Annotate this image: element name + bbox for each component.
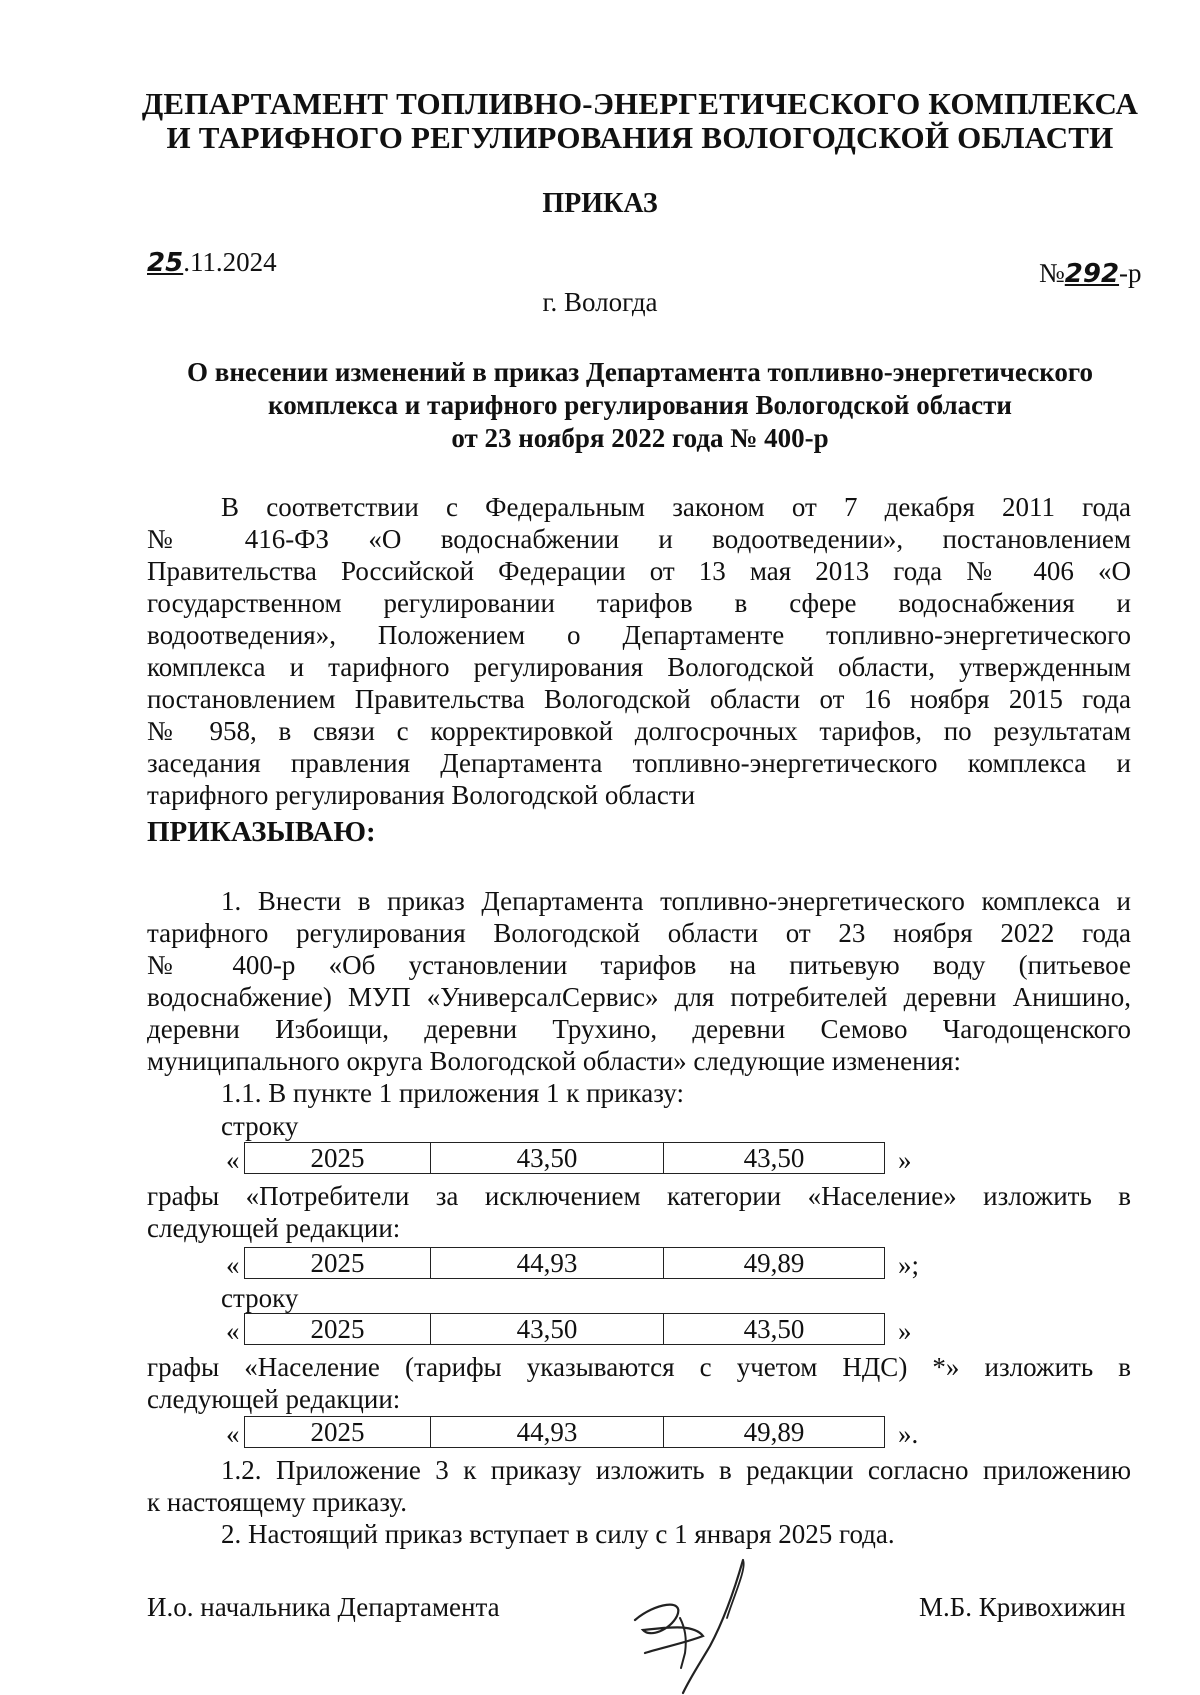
signatory-name: М.Б. Кривохижин xyxy=(919,1592,1126,1622)
department-title-line1: ДЕПАРТАМЕНТ ТОПЛИВНО-ЭНЕРГЕТИЧЕСКОГО КОМПЛЕКСА xyxy=(141,86,1139,121)
order-number: №292-р xyxy=(1039,258,1142,289)
item1-line: тарифного регулирования Вологодской области от 23 ноября 2022 года xyxy=(147,918,1131,948)
value-cell: 43,50 xyxy=(664,1143,885,1174)
order-date xyxy=(147,247,277,278)
tariff-row-table xyxy=(244,1142,885,1174)
signatory-position: И.о. начальника Департамента xyxy=(147,1592,500,1622)
word-stroku: строку xyxy=(221,1111,299,1141)
date-month-year: .11.2024 xyxy=(183,247,277,277)
value-cell: 43,50 xyxy=(431,1314,664,1345)
preamble-line: заседания правления Департамента топливно-энергетического комплекса и xyxy=(147,748,1131,778)
handwritten-day: 25 xyxy=(147,248,184,278)
city: г. Вологда xyxy=(542,287,658,317)
graph2-line1: графы «Население (тарифы указываются с учетом НДС) *» изложить в xyxy=(147,1352,1131,1382)
quote-open: « xyxy=(226,1250,240,1280)
quote-open: « xyxy=(226,1419,240,1449)
quote-close: ». xyxy=(898,1419,919,1449)
preamble-line: постановлением Правительства Вологодской области от 16 ноября 2015 года xyxy=(147,684,1131,714)
graph1-line2: следующей редакции: xyxy=(147,1213,401,1243)
preamble-line: водоотведения», Положением о Департаменте топливно-энергетического xyxy=(147,620,1131,650)
year-cell: 2025 xyxy=(245,1143,431,1174)
year-cell: 2025 xyxy=(245,1417,431,1448)
value-cell: 43,50 xyxy=(431,1143,664,1174)
quote-close: »; xyxy=(898,1250,920,1280)
value-cell: 43,50 xyxy=(664,1314,885,1345)
word-stroku: строку xyxy=(221,1283,299,1313)
value-cell: 49,89 xyxy=(664,1248,885,1279)
year-cell: 2025 xyxy=(245,1314,431,1345)
item2-line: 2. Настоящий приказ вступает в силу с 1 января 2025 года. xyxy=(221,1519,895,1549)
tariff-row-table xyxy=(244,1247,885,1279)
preamble-line: № 416-ФЗ «О водоснабжении и водоотведении», постановлением xyxy=(147,524,1131,554)
handwritten-number: 292 xyxy=(1064,259,1120,289)
value-cell: 44,93 xyxy=(431,1417,664,1448)
preamble-line: Правительства Российской Федерации от 13 мая 2013 года № 406 «О xyxy=(147,556,1131,586)
tariff-row-table xyxy=(244,1416,885,1448)
preamble-line: В соответствии с Федеральным законом от 7 декабря 2011 года xyxy=(221,492,1131,522)
document-type: ПРИКАЗ xyxy=(542,188,658,219)
quote-open: « xyxy=(226,1145,240,1175)
graph1-line1: графы «Потребители за исключением категории «Население» изложить в xyxy=(147,1181,1131,1211)
department-title-line2: И ТАРИФНОГО РЕГУЛИРОВАНИЯ ВОЛОГОДСКОЙ ОБЛАСТИ xyxy=(166,120,1114,155)
preamble-line: тарифного регулирования Вологодской области xyxy=(147,780,696,810)
preamble-line: № 958, в связи с корректировкой долгосрочных тарифов, по результатам xyxy=(147,716,1131,746)
tariff-row-table xyxy=(244,1313,885,1345)
quote-close: » xyxy=(898,1316,912,1346)
order-word: ПРИКАЗЫВАЮ: xyxy=(147,816,376,848)
handwritten-signature xyxy=(615,1558,775,1695)
graph2-line2: следующей редакции: xyxy=(147,1384,401,1414)
preamble-line: государственном регулировании тарифов в сфере водоснабжения и xyxy=(147,588,1131,618)
subject-line2: комплекса и тарифного регулирования Вологодской области xyxy=(268,390,1012,420)
subject-line3: от 23 ноября 2022 года № 400-р xyxy=(451,423,829,453)
item1-line: № 400-р «Об установлении тарифов на питьевую воду (питьевое xyxy=(147,950,1131,980)
year-cell: 2025 xyxy=(245,1248,431,1279)
value-cell: 49,89 xyxy=(664,1417,885,1448)
item1-line: деревни Избоищи, деревни Трухино, деревни Семово Чагодощенского xyxy=(147,1014,1131,1044)
value-cell: 44,93 xyxy=(431,1248,664,1279)
item1-line: 1. Внести в приказ Департамента топливно-энергетического комплекса и xyxy=(221,886,1131,916)
quote-close: » xyxy=(898,1145,912,1175)
item1-1-line: 1.1. В пункте 1 приложения 1 к приказу: xyxy=(221,1078,684,1108)
subject-line1: О внесении изменений в приказ Департамента топливно-энергетического xyxy=(186,357,1093,387)
quote-open: « xyxy=(226,1316,240,1346)
item1-2-line1: 1.2. Приложение 3 к приказу изложить в редакции согласно приложению xyxy=(221,1455,1131,1485)
item1-line: водоснабжение) МУП «УниверсалСервис» для потребителей деревни Анишино, xyxy=(147,982,1131,1012)
item1-line: муниципального округа Вологодской области» следующие изменения: xyxy=(147,1046,961,1076)
preamble-line: комплекса и тарифного регулирования Вологодской области, утвержденным xyxy=(147,652,1131,682)
item1-2-line2: к настоящему приказу. xyxy=(147,1487,407,1517)
